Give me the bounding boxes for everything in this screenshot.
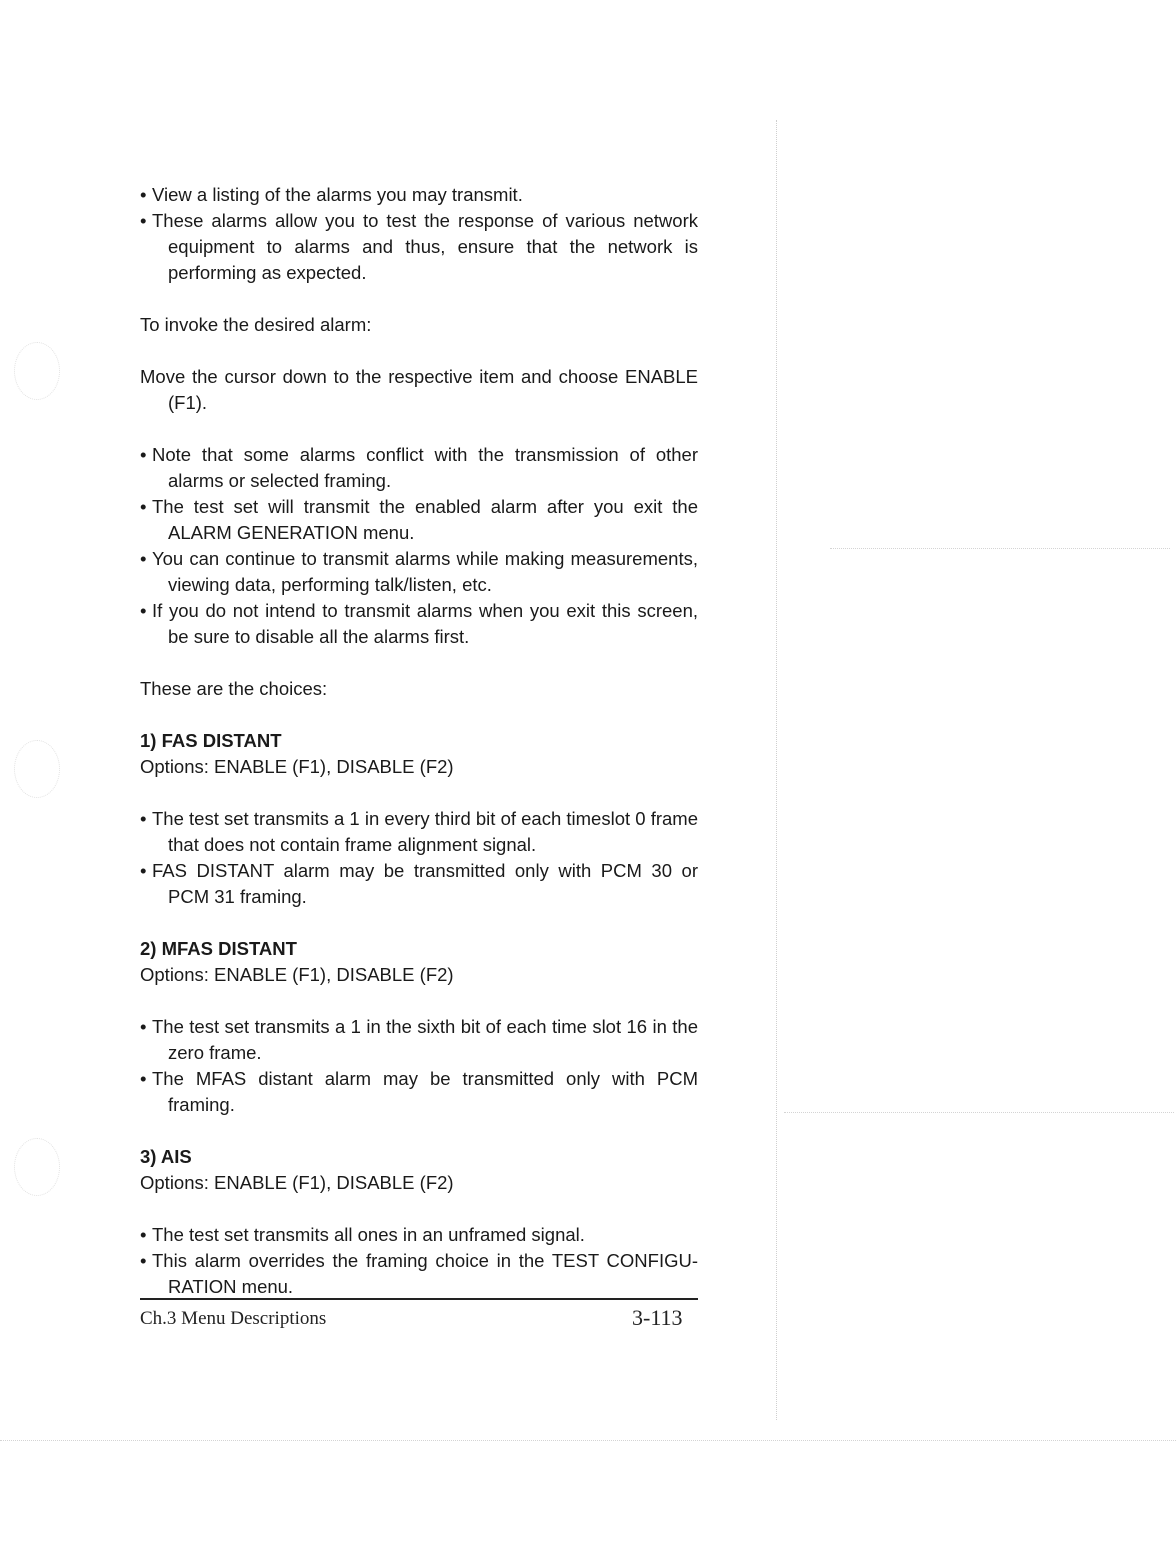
scan-dotted-line — [830, 548, 1170, 549]
list-item: • The test set transmits a 1 in every third bit of each timeslot 0 frame that does not contain frame alignment signal. — [140, 808, 698, 855]
footer-page-number: 3-113 — [632, 1305, 683, 1330]
notes-bullet-list — [140, 442, 698, 650]
section-heading: 1) FAS DISTANT — [140, 730, 282, 751]
section-options: Options: ENABLE (F1), DISABLE (F2) — [140, 1172, 454, 1193]
section-heading: 2) MFAS DISTANT — [140, 938, 297, 959]
bullet-icon: • — [140, 548, 147, 569]
bullet-icon: • — [140, 210, 147, 231]
bullet-icon: • — [140, 860, 147, 881]
bullet-icon: • — [140, 1068, 147, 1089]
bullet-icon: • — [140, 808, 147, 829]
bullet-icon: • — [140, 1224, 147, 1245]
section-heading: 3) AIS — [140, 1146, 192, 1167]
list-item: • You can continue to transmit alarms while making measurements, viewing data, performing talk/listen, etc. — [140, 548, 698, 595]
binder-hole-middle — [14, 740, 60, 798]
scan-fold-line — [776, 120, 777, 1420]
section-bullet-list — [140, 806, 698, 910]
list-item: • FAS DISTANT alarm may be transmitted only with PCM 30 or PCM 31 framing. — [140, 860, 698, 907]
invoke-label: To invoke the desired alarm: — [140, 314, 372, 335]
section-bullet-list — [140, 1014, 698, 1118]
page-body — [140, 182, 698, 1300]
list-item: • These alarms allow you to test the response of various network equipment to alarms and thus, ensure that the network is performing as expected. — [140, 210, 698, 283]
bullet-icon: • — [140, 444, 147, 465]
section-bullet-list — [140, 1222, 698, 1300]
move-instruction: Move the cursor down to the respective item and choose ENABLE (F1). — [140, 366, 698, 413]
bullet-icon: • — [140, 1016, 147, 1037]
binder-hole-bottom — [14, 1138, 60, 1196]
list-item: • If you do not intend to transmit alarms when you exit this screen, be sure to disable all the alarms first. — [140, 600, 698, 647]
binder-hole-top — [14, 342, 60, 400]
bullet-icon: • — [140, 496, 147, 517]
list-item: • Note that some alarms conflict with the transmission of other alarms or selected framing. — [140, 444, 698, 491]
footer-divider — [140, 1298, 698, 1300]
choices-label: These are the choices: — [140, 678, 328, 699]
intro-bullet-list — [140, 182, 698, 286]
footer-chapter: Ch.3 Menu Descriptions — [140, 1308, 327, 1329]
section-options: Options: ENABLE (F1), DISABLE (F2) — [140, 756, 454, 777]
scan-dotted-line — [0, 1440, 1176, 1441]
list-item: • The test set will transmit the enabled alarm after you exit the ALARM GENERATION menu. — [140, 496, 698, 543]
alarm-section-ais — [140, 1144, 698, 1300]
list-item: • This alarm overrides the framing choice in the TEST CONFIGU-RATION menu. — [140, 1250, 698, 1297]
section-options: Options: ENABLE (F1), DISABLE (F2) — [140, 964, 454, 985]
list-item: • The test set transmits a 1 in the sixth bit of each time slot 16 in the zero frame. — [140, 1016, 698, 1063]
list-item: • The test set transmits all ones in an unframed signal. — [140, 1222, 698, 1248]
scan-dotted-line — [784, 1112, 1174, 1113]
list-item: • The MFAS distant alarm may be transmitted only with PCM framing. — [140, 1068, 698, 1115]
list-item: • View a listing of the alarms you may transmit. — [140, 182, 698, 208]
bullet-icon: • — [140, 184, 147, 205]
alarm-section-fas-distant — [140, 728, 698, 910]
bullet-icon: • — [140, 1250, 147, 1271]
alarm-section-mfas-distant — [140, 936, 698, 1118]
bullet-icon: • — [140, 600, 147, 621]
